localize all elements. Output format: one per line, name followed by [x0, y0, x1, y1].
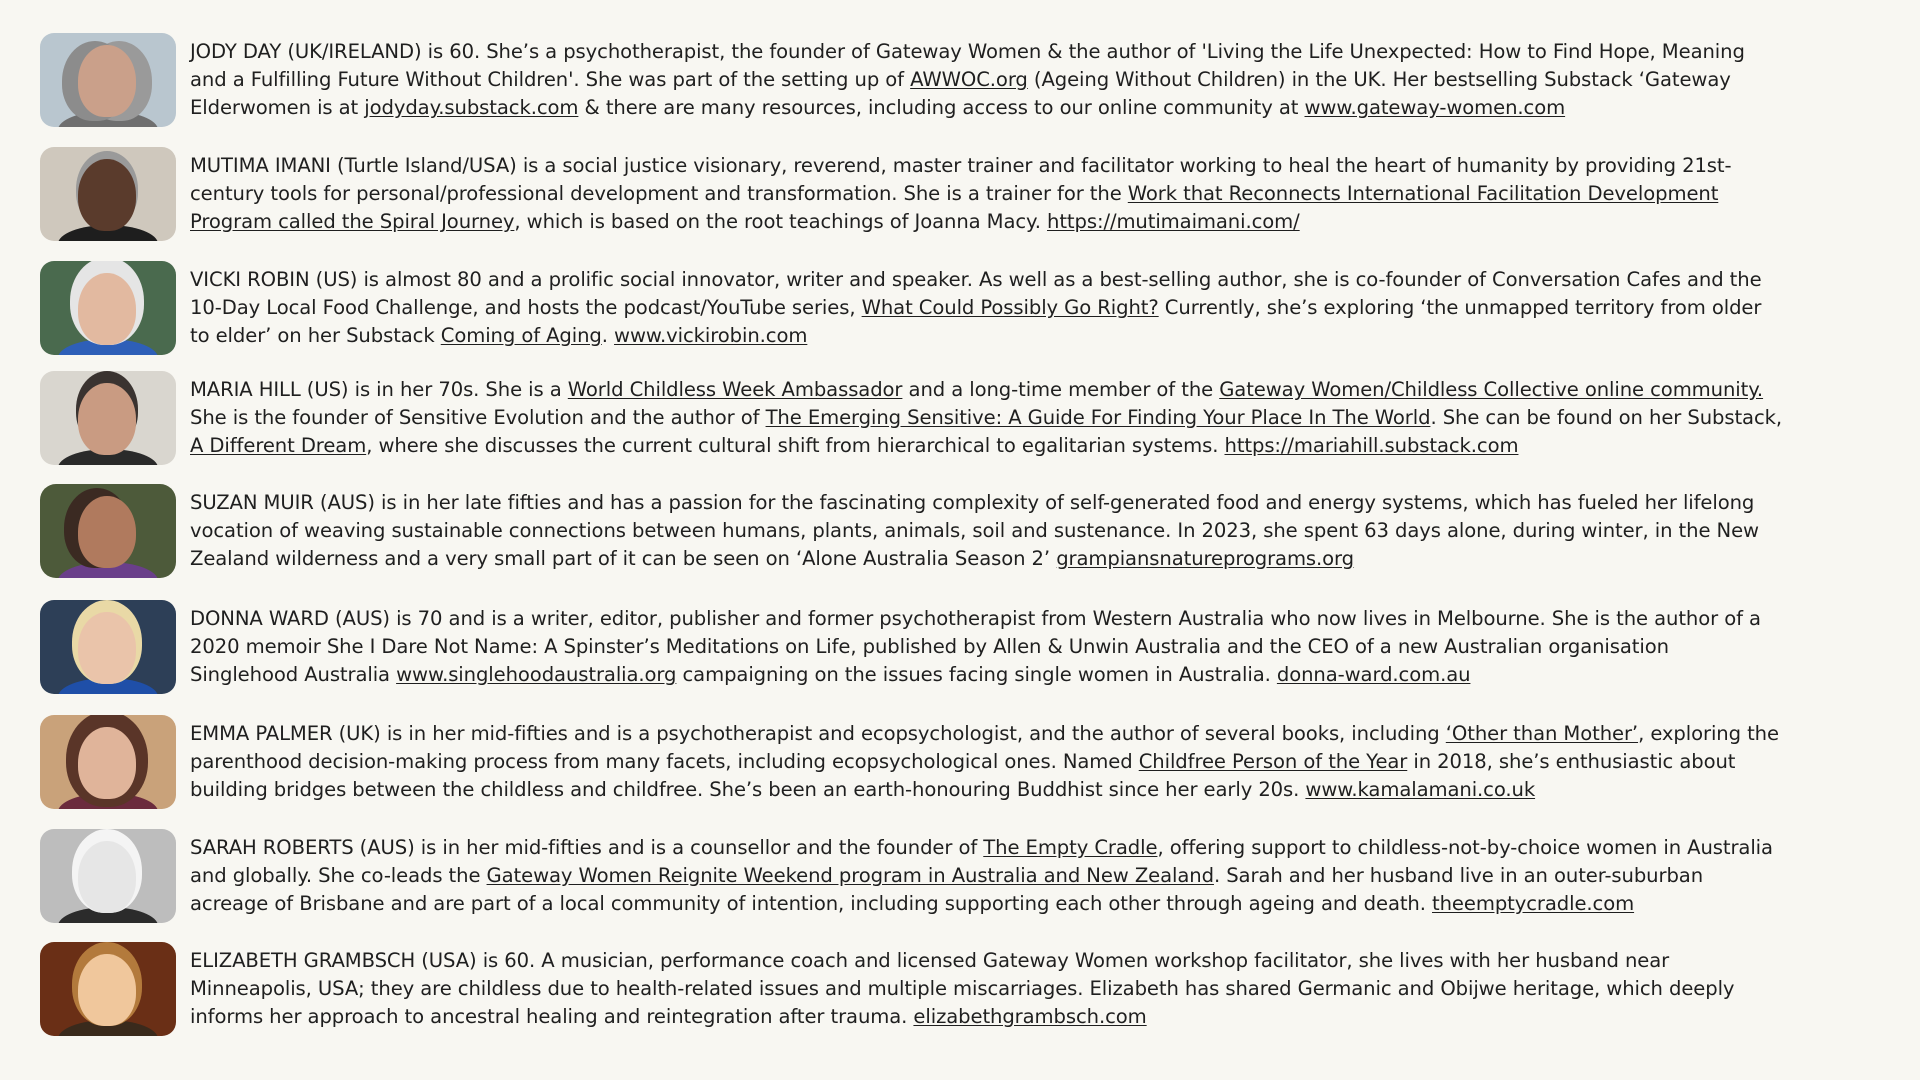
bio-text-segment: & there are many resources, including access to our online community at: [578, 96, 1305, 119]
bio-text-segment: VICKI ROBIN (US) is almost 80 and a prolific social innovator, writer and speaker. As well as a best-selling author, she is co-founder of Conversation Cafes and the: [190, 268, 1762, 291]
bio-entry: [40, 261, 1890, 355]
bio-text-segment: JODY DAY (UK/IRELAND) is 60. She’s a psychotherapist, the founder of Gateway Women & the author of 'Living the Life Unexpected: How to Find Hope, Meaning: [190, 40, 1745, 63]
bio-text-segment: 2020 memoir She I Dare Not Name: A Spinster’s Meditations on Life, published by Allen & Unwin Australia and the CEO of a new Australian organisation: [190, 635, 1669, 658]
bio-link[interactable]: Childfree Person of the Year: [1138, 750, 1408, 773]
bio-line: [190, 432, 1782, 460]
bio-line: [190, 322, 1762, 350]
bio-text-segment: SUZAN MUIR (AUS) is in her late fifties and has a passion for the fascinating complexity of self-generated food and energy systems, which has fueled her lifelong: [190, 491, 1755, 514]
bio-link[interactable]: Coming of Aging: [440, 324, 602, 347]
bio-line: [190, 376, 1782, 404]
bio-line: [190, 720, 1779, 748]
bio-link[interactable]: ‘Other than Mother’: [1445, 722, 1639, 745]
bio-link[interactable]: Gateway Women/Childless Collective online community.: [1219, 378, 1764, 401]
bio-text-segment: and globally. She co-leads the: [190, 864, 487, 887]
bio-text-segment: MARIA HILL (US) is in her 70s. She is a: [190, 378, 568, 401]
bio-link[interactable]: Gateway Women Reignite Weekend program in Australia and New Zealand: [486, 864, 1214, 887]
bio-text-segment: She is the founder of Sensitive Evolution and the author of: [190, 406, 766, 429]
bio-text: [190, 720, 1779, 804]
bio-link[interactable]: https://mariahill.substack.com: [1224, 434, 1519, 457]
bio-text-segment: and a Fulfilling Future Without Children'. She was part of the setting up of: [190, 68, 911, 91]
bio-text-segment: acreage of Brisbane and are part of a local community of intention, including supporting each other through ageing and death.: [190, 892, 1433, 915]
bio-text-segment: DONNA WARD (AUS) is 70 and is a writer, editor, publisher and former psychotherapist from Western Australia who now lives in Melbourne. She is the author of a: [190, 607, 1761, 630]
bio-line: [190, 38, 1745, 66]
bio-text-segment: in 2018, she’s enthusiastic about: [1407, 750, 1736, 773]
bio-text-segment: century tools for personal/professional development and transformation. She is a trainer for the: [190, 182, 1128, 205]
bio-text-segment: and a long-time member of the: [902, 378, 1220, 401]
portrait-photo: [40, 484, 176, 578]
bio-link[interactable]: A Different Dream: [190, 434, 367, 457]
bio-link[interactable]: www.kamalamani.co.uk: [1305, 778, 1536, 801]
bio-text: [190, 266, 1762, 350]
bio-text-segment: parenthood decision-making process from many facets, including ecopsychological ones. Named: [190, 750, 1139, 773]
bio-line: [190, 180, 1731, 208]
bio-line: [190, 545, 1759, 573]
bio-link[interactable]: The Empty Cradle: [983, 836, 1158, 859]
portrait-photo: [40, 942, 176, 1036]
bio-link[interactable]: www.singlehoodaustralia.org: [396, 663, 677, 686]
bio-text-segment: EMMA PALMER (UK) is in her mid-fifties and is a psychotherapist and ecopsychologist, and the author of several books, including: [190, 722, 1446, 745]
bio-line: [190, 152, 1731, 180]
bio-text-segment: informs her approach to ancestral healing and reintegration after trauma.: [190, 1005, 914, 1028]
bio-entry: [40, 829, 1890, 923]
bio-text: [190, 947, 1734, 1031]
bio-text: [190, 489, 1759, 573]
bio-text-segment: Elderwomen is at: [190, 96, 365, 119]
bio-line: [190, 266, 1762, 294]
bio-text-segment: ELIZABETH GRAMBSCH (USA) is 60. A musician, performance coach and licensed Gateway Women workshop facilitator, she lives with her husband near: [190, 949, 1670, 972]
bio-entry: [40, 484, 1890, 578]
bio-text: [190, 376, 1782, 460]
bio-line: [190, 890, 1773, 918]
bio-text-segment: vocation of weaving sustainable connections between humans, plants, animals, soil and sustenance. In 2023, she spent 63 days alone, during winter, in the New: [190, 519, 1759, 542]
bio-link[interactable]: theemptycradle.com: [1432, 892, 1635, 915]
bio-link[interactable]: jodyday.substack.com: [364, 96, 579, 119]
bio-text-segment: (Ageing Without Children) in the UK. Her bestselling Substack ‘Gateway: [1027, 68, 1731, 91]
bio-text: [190, 834, 1773, 918]
bio-text-segment: Zealand wilderness and a very small part of it can be seen on ‘Alone Australia Season 2’: [190, 547, 1057, 570]
bio-text-segment: MUTIMA IMANI (Turtle Island/USA) is a social justice visionary, reverend, master trainer and facilitator working to heal the heart of humanity by providing 21st-: [190, 154, 1732, 177]
bio-text-segment: . She can be found on her Substack,: [1430, 406, 1782, 429]
bio-text-segment: .: [601, 324, 615, 347]
bio-text-segment: , exploring the: [1638, 722, 1779, 745]
bio-entry: [40, 715, 1890, 809]
portrait-photo: [40, 261, 176, 355]
bio-line: [190, 633, 1761, 661]
bio-text: [190, 152, 1731, 236]
bio-line: [190, 776, 1779, 804]
bio-line: [190, 947, 1734, 975]
bio-text-segment: to elder’ on her Substack: [190, 324, 441, 347]
portrait-photo: [40, 33, 176, 127]
bio-link[interactable]: elizabethgrambsch.com: [913, 1005, 1147, 1028]
bio-line: [190, 517, 1759, 545]
bio-link[interactable]: www.gateway-women.com: [1304, 96, 1566, 119]
bio-line: [190, 661, 1761, 689]
bio-entry: [40, 371, 1890, 465]
portrait-photo: [40, 147, 176, 241]
bio-line: [190, 208, 1731, 236]
bio-line: [190, 748, 1779, 776]
bio-line: [190, 834, 1773, 862]
bio-link[interactable]: www.vickirobin.com: [614, 324, 808, 347]
bio-line: [190, 294, 1762, 322]
bio-text-segment: Currently, she’s exploring ‘the unmapped territory from older: [1158, 296, 1762, 319]
bio-text-segment: SARAH ROBERTS (AUS) is in her mid-fifties and is a counsellor and the founder of: [190, 836, 984, 859]
bio-text-segment: building bridges between the childless and childfree. She’s been an earth-honouring Buddhist since her early 20s.: [190, 778, 1306, 801]
bio-line: [190, 489, 1759, 517]
bio-line: [190, 404, 1782, 432]
bio-text-segment: , where she discusses the current cultural shift from hierarchical to egalitarian systems.: [366, 434, 1225, 457]
bio-text-segment: . Sarah and her husband live in an outer-suburban: [1213, 864, 1704, 887]
bio-text-segment: 10-Day Local Food Challenge, and hosts the podcast/YouTube series,: [190, 296, 862, 319]
portrait-photo: [40, 600, 176, 694]
bio-link[interactable]: donna-ward.com.au: [1276, 663, 1471, 686]
bio-link[interactable]: What Could Possibly Go Right?: [861, 296, 1159, 319]
bio-text-segment: , offering support to childless-not-by-choice women in Australia: [1157, 836, 1773, 859]
bio-line: [190, 605, 1761, 633]
portrait-photo: [40, 371, 176, 465]
bio-text-segment: , which is based on the root teachings of Joanna Macy.: [514, 210, 1048, 233]
bio-link[interactable]: World Childless Week Ambassador: [567, 378, 903, 401]
bio-text-segment: Singlehood Australia: [190, 663, 397, 686]
bio-text-segment: campaigning on the issues facing single women in Australia.: [676, 663, 1277, 686]
bio-line: [190, 1003, 1734, 1031]
bio-link[interactable]: https://mutimaimani.com/: [1047, 210, 1300, 233]
bio-link[interactable]: Work that Reconnects International Facilitation Development: [1127, 182, 1719, 205]
bio-text: [190, 605, 1761, 689]
bio-entry: [40, 600, 1890, 694]
bio-entry: [40, 33, 1890, 127]
bio-entry: [40, 147, 1890, 241]
bio-text: [190, 38, 1745, 122]
bio-line: [190, 66, 1745, 94]
bio-link[interactable]: The Emerging Sensitive: A Guide For Finding Your Place In The World: [765, 406, 1431, 429]
bio-line: [190, 94, 1745, 122]
bio-link[interactable]: Program called the Spiral Journey: [190, 210, 515, 233]
bio-text-segment: Minneapolis, USA; they are childless due to health-related issues and multiple miscarriages. Elizabeth has shared Germanic and Obijwe heritage, which deeply: [190, 977, 1735, 1000]
bio-link[interactable]: grampiansnatureprograms.org: [1056, 547, 1355, 570]
bio-entry: [40, 942, 1890, 1036]
bio-line: [190, 975, 1734, 1003]
bio-line: [190, 862, 1773, 890]
portrait-photo: [40, 715, 176, 809]
bio-link[interactable]: AWWOC.org: [910, 68, 1028, 91]
portrait-photo: [40, 829, 176, 923]
